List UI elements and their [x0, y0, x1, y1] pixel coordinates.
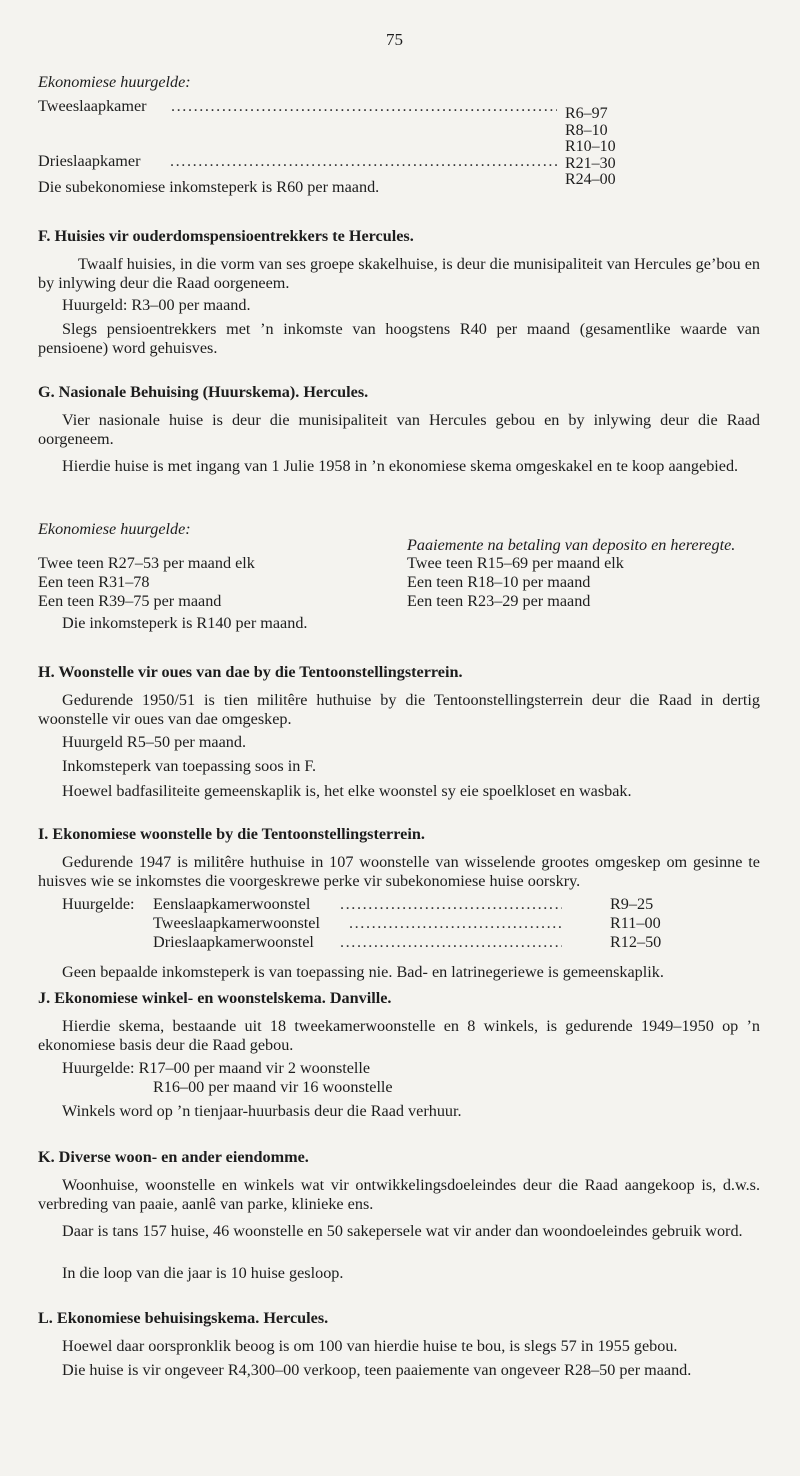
list-item: Een teen R31–78 — [38, 573, 150, 591]
amount: R21–30 — [565, 154, 616, 172]
section-j-rent1: Huurgelde: R17–00 per maand vir 2 woonstelle — [62, 1059, 371, 1077]
page-number: 75 — [386, 30, 403, 49]
list-item: Een teen R39–75 per maand — [38, 592, 222, 610]
leader-dots — [340, 933, 562, 952]
row2-label: Drieslaapkamer — [38, 152, 141, 170]
section-k-heading: K. Diverse woon- en ander eiendomme. — [38, 1148, 309, 1166]
section-g-right-list — [407, 554, 624, 611]
row1-label: Tweeslaapkamer — [38, 97, 147, 115]
list-item: Twee teen R27–53 per maand elk — [38, 554, 255, 572]
section-f-p3: Slegs pensioentrekkers met ’n inkomste van hoogstens R40 per maand (gesamentlike waarde van pensioene) word gehuisves. — [38, 320, 760, 357]
section-h-limit: Inkomsteperk van toepassing soos in F. — [62, 757, 317, 775]
section-l-p1: Hoewel daar oorspronklik beoog is om 100 van hierdie huise te bou, is slegs 57 in 1955 gebou. — [62, 1337, 678, 1355]
section-h-heading: H. Woonstelle vir oues van dae by die Tentoonstellingsterrein. — [38, 663, 463, 681]
leader-dots — [349, 914, 562, 933]
amount: R6–97 — [565, 105, 608, 122]
section-g-p2: Hierdie huise is met ingang van 1 Julie 1958 in ’n ekonomiese skema omgeskakel en te koop aangebied. — [62, 457, 739, 475]
section-k-p3: In die loop van die jaar is 10 huise gesloop. — [62, 1264, 344, 1282]
section-g-p1: Vier nasionale huise is deur die munisipaliteit van Hercules gebou en by inlywing deur die Raad oorgeneem. — [38, 411, 760, 448]
list-item: Een teen R18–10 per maand — [407, 573, 591, 591]
section-g-note: Die inkomsteperk is R140 per maand. — [62, 614, 308, 632]
section-i-p2: Geen bepaalde inkomsteperk is van toepassing nie. Bad- en latrinegeriewe is gemeenskaplik. — [62, 963, 664, 981]
amount: R8–10 — [565, 121, 608, 139]
section-f-p1: Twaalf huisies, in die vorm van ses groepe skakelhuise, is deur die munisipaliteit van Hercules ge’bou en by inlywing deur die Raad oorgeneem. — [38, 255, 760, 292]
leader-dots — [171, 97, 557, 116]
section-j-heading: J. Ekonomiese winkel- en woonstelskema. Danville. — [38, 989, 392, 1007]
rent-row-amount: R9–25 — [610, 895, 654, 913]
section-j-p1: Hierdie skema, bestaande uit 18 tweekamerwoonstelle en 8 winkels, is gedurende 1949–1950 op ’n ekonomiese basis deur die Raad gebou. — [38, 1017, 760, 1054]
rent-row-amount: R11–00 — [610, 914, 661, 932]
section-f-rent: Huurgeld: R3–00 per maand. — [62, 296, 251, 314]
section-i-p1: Gedurende 1947 is militêre huthuise in 107 woonstelle van wisselende grootes omgeskep om gesinne te huisves wie se inkomstes die voorgeskrewe perke vir subekonomiese huise oorskry. — [38, 853, 760, 890]
section-k-p1: Woonhuise, woonstelle en winkels wat vir ontwikkelingsdoeleindes deur die Raad aangekoop is, d.w.s. verbreding van paaie, aanlê van parke, klinieke ens. — [38, 1176, 760, 1213]
income-limit-note: Die subekonomiese inkomsteperk is R60 per maand. — [38, 178, 380, 196]
rent-row-label: Drieslaapkamerwoonstel — [153, 933, 314, 951]
list-item: Een teen R23–29 per maand — [407, 592, 591, 610]
amount: R24–00 — [565, 171, 616, 188]
top-heading: Ekonomiese huurgelde: — [38, 73, 191, 91]
section-j-rent2: R16–00 per maand vir 16 woonstelle — [153, 1078, 393, 1096]
amount: R10–10 — [565, 138, 616, 155]
section-k-p2: Daar is tans 157 huise, 46 woonstelle en 50 sakepersele wat vir ander dan woondoeleindes gebruik word. — [62, 1222, 743, 1240]
section-l-p2: Die huise is vir ongeveer R4,300–00 verkoop, teen paaiemente van ongeveer R28–50 per maand. — [62, 1361, 692, 1379]
section-i-heading: I. Ekonomiese woonstelle by die Tentoonstellingsterrein. — [38, 825, 425, 843]
section-g-right-heading: Paaiemente na betaling van deposito en hereregte. — [407, 536, 736, 554]
leader-dots — [170, 152, 557, 171]
section-h-rent: Huurgeld R5–50 per maand. — [62, 733, 247, 751]
section-l-heading: L. Ekonomiese behuisingskema. Hercules. — [38, 1309, 329, 1327]
top-amounts — [565, 106, 616, 189]
list-item: Twee teen R15–69 per maand elk — [407, 554, 624, 572]
section-i-rent-label: Huurgelde: — [62, 895, 135, 913]
rent-row-amount: R12–50 — [610, 933, 662, 951]
rent-row-label: Eenslaapkamerwoonstel — [153, 895, 311, 913]
section-g-heading: G. Nasionale Behuising (Huurskema). Hercules. — [38, 383, 369, 401]
section-h-p4: Hoewel badfasiliteite gemeenskaplik is, het elke woonstel sy eie spoelkloset en wasbak. — [62, 782, 632, 800]
section-g-left-list — [38, 554, 255, 611]
section-f-heading: F. Huisies vir ouderdomspensioentrekkers te Hercules. — [38, 227, 414, 245]
leader-dots — [340, 895, 562, 914]
section-j-p2: Winkels word op ’n tienjaar-huurbasis deur die Raad verhuur. — [62, 1102, 462, 1120]
section-g-subheading: Ekonomiese huurgelde: — [38, 520, 191, 538]
rent-row-label: Tweeslaapkamerwoonstel — [153, 914, 320, 932]
section-h-p1: Gedurende 1950/51 is tien militêre huthuise by die Tentoonstellingsterrein deur die Raad in dertig woonstelle vir oues van dae omgeskep. — [38, 691, 760, 728]
